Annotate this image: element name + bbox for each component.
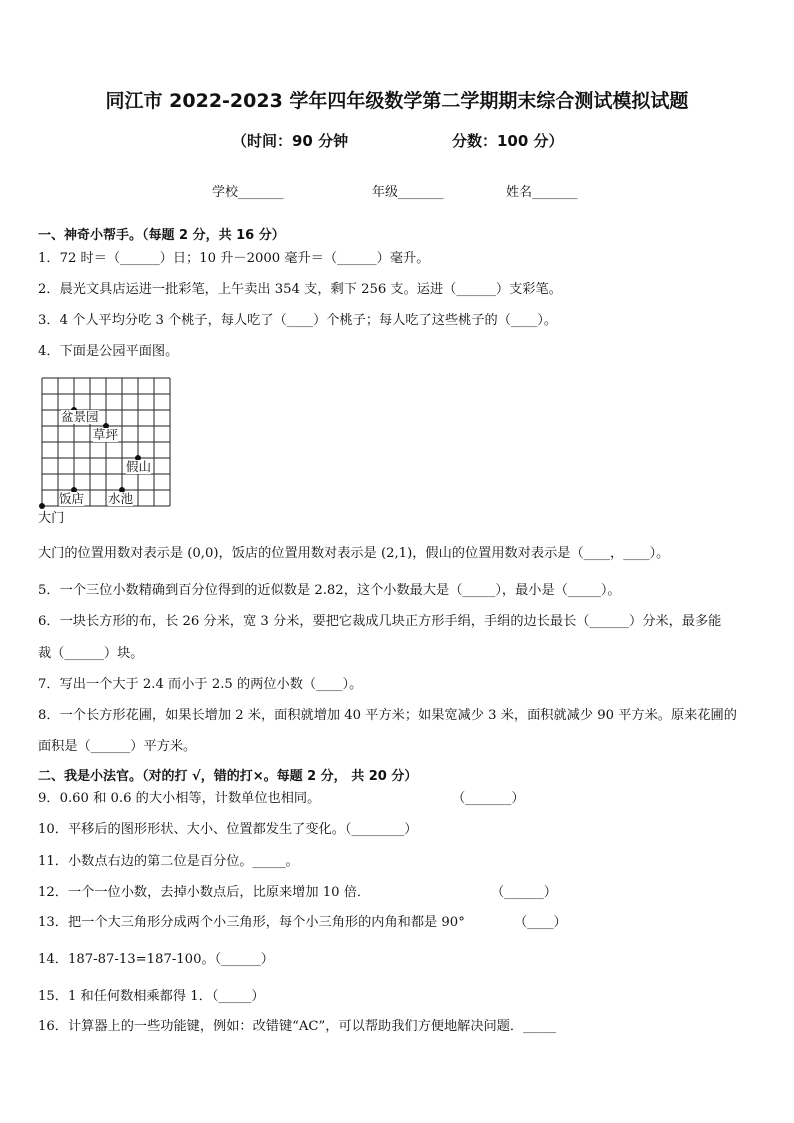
question-9-answer: （_______）	[452, 791, 525, 806]
question-5: 5．一个三位小数精确到百分位得到的近似数是 2.82，这个小数最大是（_____），最小是（_____）。	[38, 583, 621, 598]
name-field: 姓名_______	[506, 185, 578, 200]
page-title: 同江市 2022-2023 学年四年级数学第二学期期末综合测试模拟试题	[105, 90, 689, 112]
park-map	[34, 374, 184, 514]
question-6-line2: 裁（______）块。	[38, 646, 144, 661]
time-limit: （时间：90 分钟	[232, 132, 349, 150]
question-13-answer: （____）	[514, 915, 567, 930]
gate-point	[39, 503, 45, 509]
question-7: 7．写出一个大于 2.4 而小于 2.5 的两位小数（____）。	[38, 677, 363, 692]
question-6-line1: 6．一块长方形的布，长 26 分米，宽 3 分米，要把它裁成几块正方形手绢，手绢的边长最长（______）分米，最多能	[38, 614, 722, 629]
section-heading-2: 二、我是小法官。（对的打 √，错的打×。每题 2 分， 共 20 分）	[38, 769, 418, 784]
school-field: 学校_______	[212, 185, 284, 200]
question-15: 15．1 和任何数相乘都得 1．（_____）	[38, 989, 265, 1004]
question-9: 9．0.60 和 0.6 的大小相等，计数单位也相同。	[38, 791, 321, 806]
total-score: 分数：100 分）	[452, 132, 564, 150]
question-10: 10．平移后的图形形状、大小、位置都发生了变化。（________）	[38, 822, 418, 837]
restaurant-label: 饭店	[59, 491, 85, 506]
question-16: 16．计算器上的一些功能键，例如：改错键“AC”，可以帮助我们方便地解决问题．_____	[38, 1019, 557, 1034]
pond-label: 水池	[108, 491, 134, 506]
question-8-line2: 面积是（______）平方米。	[38, 739, 197, 754]
question-2: 2．晨光文具店运进一批彩笔，上午卖出 354 支，剩下 256 支。运进（______）支彩笔。	[38, 282, 562, 297]
question-4: 4．下面是公园平面图。	[38, 344, 179, 359]
grade-field: 年级_______	[372, 185, 444, 200]
question-13: 13．把一个大三角形分成两个小三角形，每个小三角形的内角和都是 90°	[38, 915, 465, 930]
lawn-label: 草坪	[93, 427, 119, 442]
question-14: 14．187-87-13=187-100。（______）	[38, 952, 274, 967]
question-8-line1: 8．一个长方形花圃，如果长增加 2 米，面积就增加 40 平方米；如果宽减少 3 米，面积就减少 90 平方米。原来花圃的	[38, 708, 737, 723]
question-1: 1．72 时＝（______）日；10 升－2000 毫升＝（______）毫升。	[38, 251, 430, 266]
question-3: 3．4 个人平均分吃 3 个桃子，每人吃了（____）个桃子；每人吃了这些桃子的（____）。	[38, 313, 558, 328]
bonsai-label: 盆景园	[61, 409, 99, 424]
question-12-answer: （______）	[491, 885, 557, 900]
gate-label: 大门	[38, 511, 65, 526]
question-12: 12．一个一位小数，去掉小数点后，比原来增加 10 倍．	[38, 885, 371, 900]
question-11: 11．小数点右边的第二位是百分位。_____。	[38, 854, 299, 869]
question-4-text: 大门的位置用数对表示是 (0,0)，饭店的位置用数对表示是 (2,1)，假山的位置用数对表示是（____，____）。	[38, 546, 670, 561]
section-heading-1: 一、神奇小帮手。（每题 2 分，共 16 分）	[38, 228, 285, 243]
rockery-label: 假山	[126, 459, 152, 474]
